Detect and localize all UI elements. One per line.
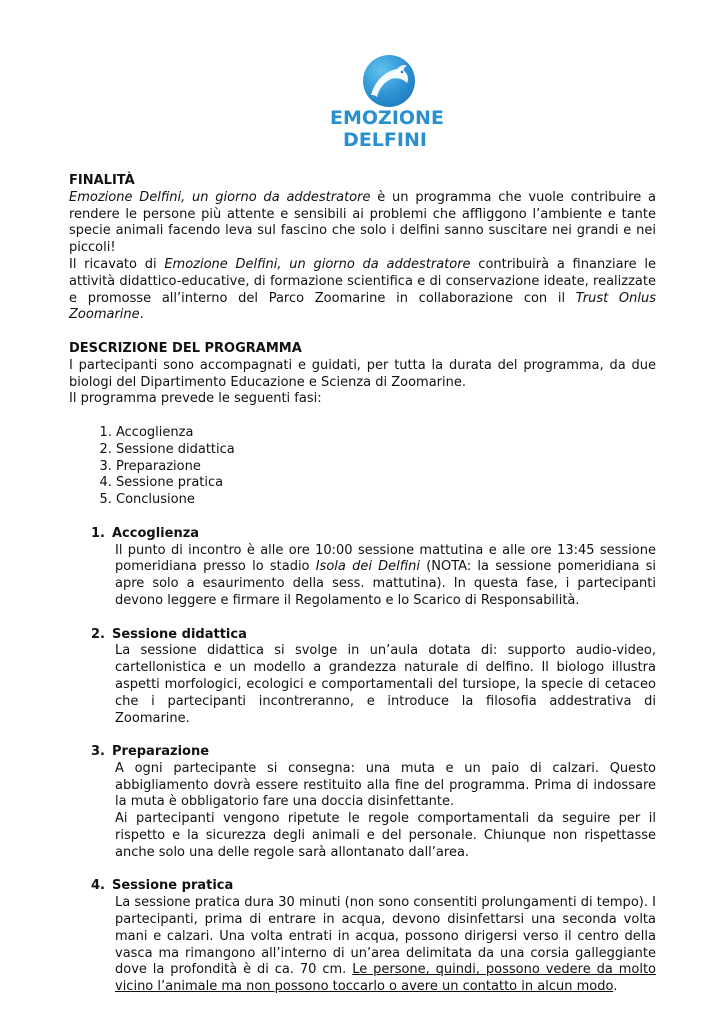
section-title-text: Sessione pratica	[112, 878, 234, 894]
section-title	[91, 744, 656, 761]
section-title-text: Sessione didattica	[112, 626, 247, 642]
finalita-paragraph-2	[69, 257, 656, 324]
section-paragraph: A ogni partecipante si consegna: una muta e un paio di calzari. Questo abbigliamento dovrà essere restituito alla fine del programma. Prima di indossare la muta è obbligatorio fare una doccia disinfettante.	[115, 760, 656, 810]
section-number: 4.	[91, 878, 105, 894]
heading-descrizione: DESCRIZIONE DEL PROGRAMMA	[69, 340, 302, 356]
emozione-delfini-logo	[330, 52, 444, 152]
section-number: 2.	[91, 626, 105, 642]
phases-list	[69, 425, 656, 509]
underlined-note: Le persone, quindi, possono vedere da molto vicino l’animale ma non possono toccarlo o avere un contatto in alcun modo	[115, 962, 656, 995]
finalita-paragraph-1	[69, 190, 656, 257]
section-title-text: Preparazione	[112, 744, 210, 760]
section-title	[91, 526, 656, 543]
stadium-name-italic: Isola dei Delfini	[315, 559, 421, 575]
list-item: 2. Sessione didattica	[116, 442, 656, 459]
heading-finalita: FINALITÀ	[69, 173, 135, 188]
descrizione-paragraph-1: I partecipanti sono accompagnati e guidati, per tutta la durata del programma, da due biologi del Dipartimento Educazione e Scienza di Zoomarine.	[69, 357, 656, 390]
program-name-italic: Emozione Delfini, un giorno da addestratore	[69, 189, 371, 205]
descrizione-paragraph-2: Il programma prevede le seguenti fasi:	[69, 391, 322, 407]
section-text: (NOTA: la sessione pomeridiana si apre solo a esaurimento della sess. mattutina). In questa fase, i partecipanti devono leggere e firmare il Regolamento e lo Scarico di Responsabilità.	[115, 559, 657, 608]
program-name-italic-2: Emozione Delfini, un giorno da addestratore	[164, 256, 471, 272]
section-title-text: Accoglienza	[112, 525, 200, 541]
section-sessione-pratica	[91, 878, 656, 996]
list-item: 4. Sessione pratica	[116, 475, 656, 492]
section-accoglienza	[91, 526, 656, 610]
section-paragraph	[115, 895, 656, 996]
finalita-text-2c: .	[139, 307, 144, 323]
finalita-text-2a: Il ricavato di	[69, 256, 165, 272]
section-sessione-didattica	[91, 627, 656, 728]
section-text: Il punto di incontro è alle ore 10:00 sessione mattutina e alle ore 13:45 sessione pomeridiana presso lo stadio	[115, 542, 656, 575]
logo-word-emozione: EMOZIONE	[330, 107, 444, 129]
section-text: .	[613, 979, 618, 995]
document-body	[69, 173, 656, 996]
dolphin-icon	[363, 55, 415, 107]
section-number: 1.	[91, 525, 105, 541]
list-item: 5. Conclusione	[116, 492, 656, 509]
section-title	[91, 627, 656, 644]
logo-word-delfini: DELFINI	[343, 129, 427, 151]
finalita-text-2b: contribuirà a finanziare le attività didattico-educative, di formazione scientifica e di conservazione ideate, realizzate e promosse all’interno del Parco Zoomarine in collaborazione con il	[69, 256, 656, 306]
list-item: 3. Preparazione	[116, 459, 656, 476]
section-text: La sessione pratica dura 30 minuti (non sono consentiti prolungamenti di tempo). I partecipanti, prima di entrare in acqua, devono disinfettarsi una seconda volta mani e calzari. Una volta entrati in acqua, possono dirigersi verso il centro della vasca ma rimangono all’interno di un’area delimitata da una corsia galleggiante dove la profondità è di ca. 70 cm.	[115, 895, 656, 978]
trust-name-italic: Trust Onlus Zoomarine	[69, 290, 656, 323]
section-paragraph: La sessione didattica si svolge in un’aula dotata di: supporto audio-video, cartellonistica e un modello a grandezza naturale di delfino. Il biologo illustra aspetti morfologici, ecologici e comportamentali del tursiope, la specie di cetaceo che i partecipanti incontreranno, e introduce la filosofia addestrativa di Zoomarine.	[115, 643, 656, 726]
section-number: 3.	[91, 744, 105, 760]
list-item: 1. Accoglienza	[116, 425, 656, 442]
section-paragraph	[115, 543, 656, 610]
section-paragraph: Ai partecipanti vengono ripetute le regole comportamentali da seguire per il rispetto e la sicurezza degli animali e del personale. Chiunque non rispettasse anche solo una delle regole sarà allontanato dall’area.	[115, 811, 656, 860]
section-title	[91, 878, 656, 895]
finalita-text-1: è un programma che vuole contribuire a rendere le persone più attente e sensibili ai problemi che affliggono l’ambiente e tante specie animali facendo leva sul fascino che solo i delfini sanno suscitare nei grandi e nei piccoli!	[69, 189, 656, 256]
section-preparazione	[91, 744, 656, 862]
